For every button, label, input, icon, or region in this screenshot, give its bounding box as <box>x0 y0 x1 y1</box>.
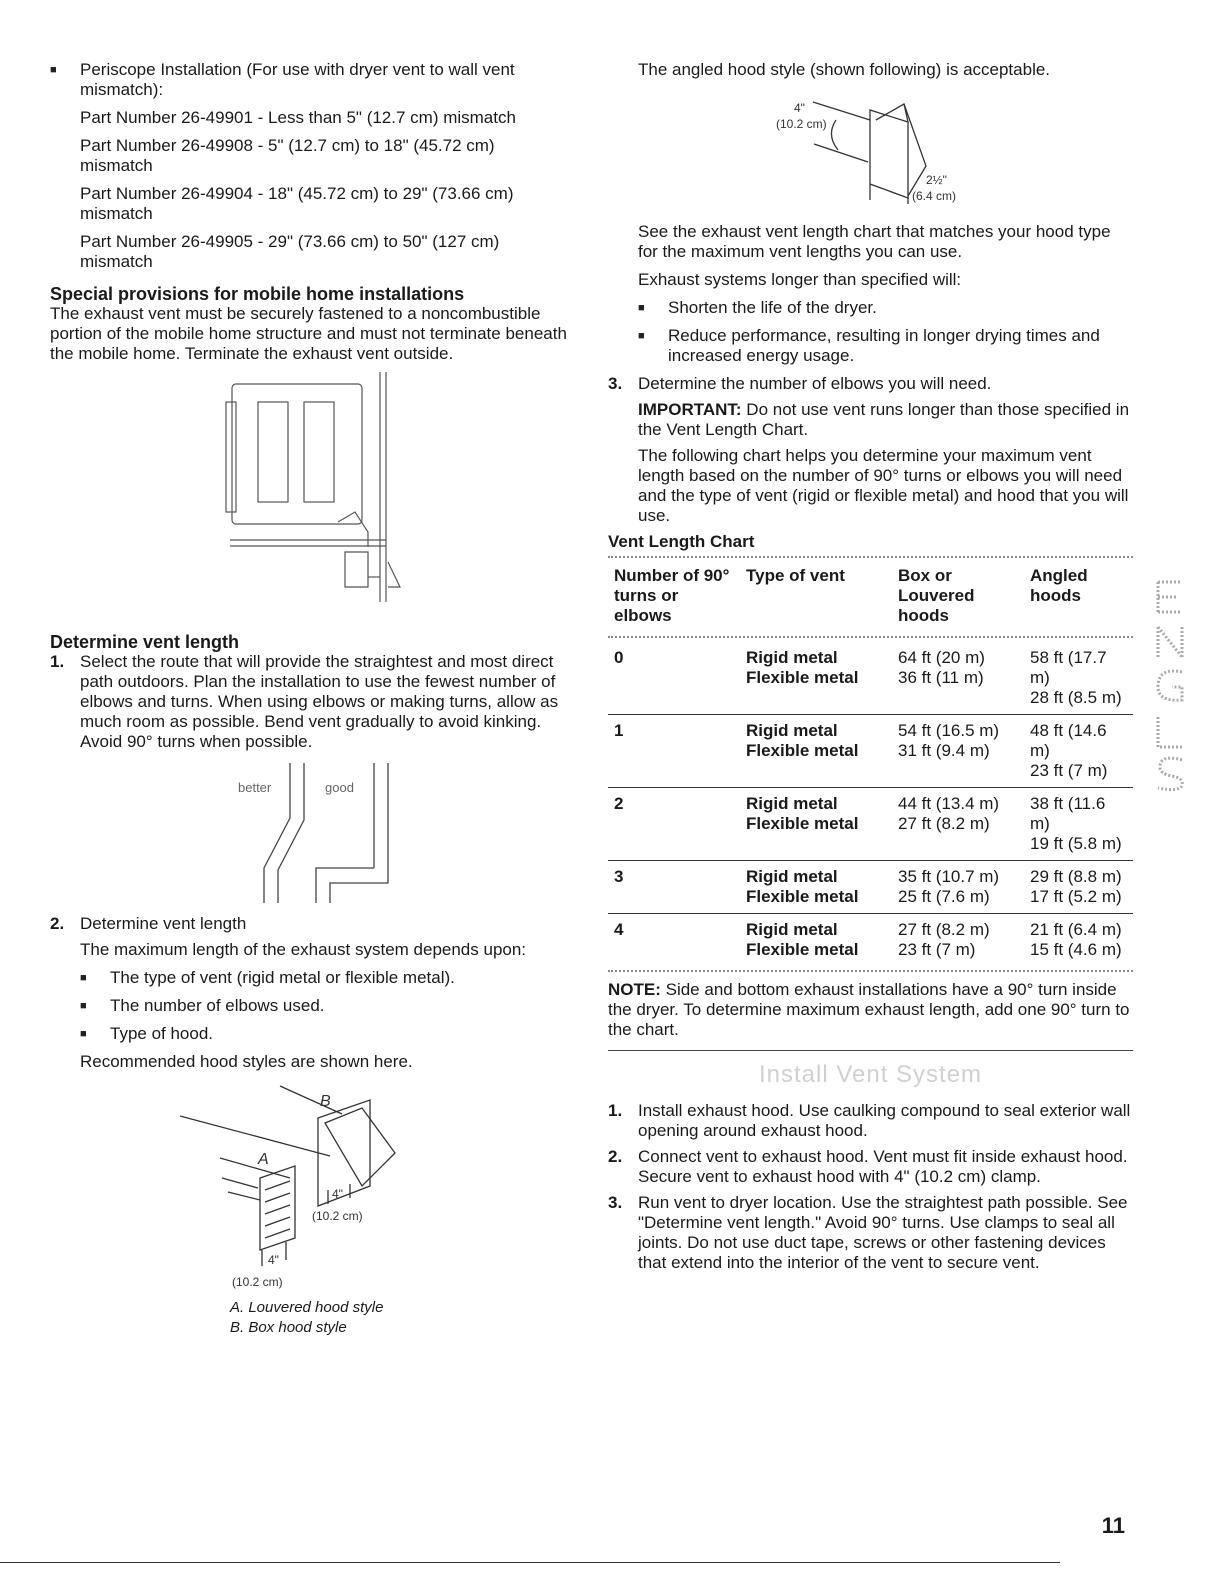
angled-flex-value: 17 ft (5.2 m) <box>1030 887 1122 906</box>
vent-type-cell <box>740 914 892 967</box>
step-number: 3. <box>608 374 623 393</box>
chart-bottom-divider <box>608 970 1133 972</box>
mobile-home-figure <box>50 372 570 622</box>
box-flex-value: 36 ft (11 m) <box>898 668 984 687</box>
longer-bullet-2: ■ Reduce performance, resulting in longer drying times and increased energy usage. <box>608 326 1133 366</box>
vent-step-2 <box>50 914 570 934</box>
turns-cell: 4 <box>614 920 624 939</box>
angled-hood-illustration <box>608 80 1133 220</box>
right-column <box>608 60 1133 1279</box>
install-step-2 <box>608 1147 1133 1187</box>
table-row <box>608 788 1133 861</box>
mobile-home-heading: Special provisions for mobile home installations <box>50 284 465 304</box>
box-rigid-value: 44 ft (13.4 m) <box>898 794 1000 813</box>
side-tab-graphic <box>1152 572 1188 792</box>
part-number-4: Part Number 26-49905 - 29" (73.66 cm) to 50" (127 cm) mismatch <box>80 232 500 271</box>
header-type: Type of vent <box>746 566 845 585</box>
box-rigid-value: 54 ft (16.5 m) <box>898 721 1000 740</box>
dim-box-inches: 4" <box>332 1187 343 1201</box>
page-number: 11 <box>1101 1513 1125 1538</box>
box-flex-value: 31 ft (9.4 m) <box>898 741 990 760</box>
dim-top-inches: 4" <box>794 101 805 115</box>
dim-bot-inches: 2½" <box>926 173 947 187</box>
angled-length-cell <box>1024 914 1133 967</box>
dim-louver-inches: 4" <box>268 1253 279 1267</box>
angled-flex-value: 15 ft (4.6 m) <box>1030 940 1122 959</box>
following-chart-text: The following chart helps you determine your maximum vent length based on the number of 90° turns or elbows you will need and the type of vent (rigid or flexible metal) and hood that you will use. <box>638 446 1129 525</box>
turns-cell: 0 <box>608 642 740 715</box>
label-b: B <box>320 1093 331 1110</box>
table-row <box>608 642 1133 715</box>
box-length-cell <box>892 861 1024 914</box>
step-text: Run vent to dryer location. Use the straightest path possible. See "Determine vent length." Avoid 90° turns. Use clamps to seal all joints. Do not use duct tape, screws or other fastening devices that extend into the interior of the vent to secure vent. <box>638 1193 1128 1272</box>
elbow-figure <box>50 758 570 908</box>
vent-type-cell <box>740 642 892 715</box>
vent-length-heading: Determine vent length <box>50 632 240 652</box>
flexible-label: Flexible metal <box>746 814 859 833</box>
caption-louvered: A. Louvered hood style <box>230 1299 384 1316</box>
flexible-label: Flexible metal <box>746 741 859 760</box>
turns-cell: 3 <box>608 861 740 914</box>
step-number: 3. <box>608 1193 623 1212</box>
chart-top-divider <box>608 556 1133 558</box>
rigid-label: Rigid metal <box>746 794 838 813</box>
angled-rigid-value: 21 ft (6.4 m) <box>1030 920 1122 939</box>
table-row <box>608 914 1133 967</box>
label-a: A <box>258 1151 269 1168</box>
depends-bullet-3: ■ Type of hood. <box>50 1024 570 1044</box>
angled-flex-value: 28 ft (8.5 m) <box>1030 688 1122 707</box>
step-text: Select the route that will provide the straightest and most direct path outdoors. Plan the installation to use the fewest number of elbows and turns. When using elbows or making turns, allow as much room as possible. Bend vent gradually to avoid kinking. Avoid 90° turns when possible. <box>80 652 559 751</box>
table-row <box>608 715 1133 788</box>
angled-length-cell <box>1024 788 1133 861</box>
mobile-home-illustration <box>50 372 570 622</box>
note-paragraph <box>608 980 1133 1040</box>
angled-flex-value: 23 ft (7 m) <box>1030 761 1108 780</box>
box-length-cell <box>892 914 1024 967</box>
step-number: 1. <box>608 1101 623 1120</box>
install-vent-heading: Install Vent System <box>758 1061 983 1088</box>
box-flex-value: 25 ft (7.6 m) <box>898 887 990 906</box>
part-number-2: Part Number 26-49908 - 5" (12.7 cm) to 18" (45.72 cm) mismatch <box>80 136 495 175</box>
note-label: NOTE: <box>608 980 661 999</box>
see-chart-text: See the exhaust vent length chart that matches your hood type for the maximum vent lengths you can use. <box>638 222 1111 261</box>
angled-rigid-value: 38 ft (11.6 m) <box>1030 794 1106 833</box>
dim-bot-cm: (6.4 cm) <box>912 189 957 203</box>
box-rigid-value: 27 ft (8.2 m) <box>898 920 990 939</box>
elbow-illustration <box>50 758 570 908</box>
left-column <box>50 60 570 1338</box>
install-step-1 <box>608 1101 1133 1141</box>
hood-styles-illustration <box>50 1078 570 1298</box>
caption-box: B. Box hood style <box>230 1319 347 1336</box>
vent-type-cell <box>740 861 892 914</box>
step-number: 2. <box>50 914 65 933</box>
part-number-1: Part Number 26-49901 - Less than 5" (12.7 cm) mismatch <box>80 108 516 127</box>
step-text: Connect vent to exhaust hood. Vent must fit inside exhaust hood. Secure vent to exhaust hood with 4" (10.2 cm) clamp. <box>638 1147 1128 1186</box>
rigid-label: Rigid metal <box>746 920 838 939</box>
dim-box-cm: (10.2 cm) <box>312 1209 363 1223</box>
important-text: Do not use vent runs longer than those specified in the Vent Length Chart. <box>638 400 1130 439</box>
important-note <box>608 400 1133 440</box>
dim-louver-cm: (10.2 cm) <box>232 1275 283 1289</box>
box-rigid-value: 35 ft (10.7 m) <box>898 867 1000 886</box>
install-step-3 <box>608 1193 1133 1273</box>
angled-hood-figure <box>608 80 1133 220</box>
longer-bullet-1: ■ Shorten the life of the dryer. <box>608 298 1133 318</box>
angled-rigid-value: 48 ft (14.6 m) <box>1030 721 1107 760</box>
box-length-cell <box>892 788 1024 861</box>
depends-bullet-2: ■ The number of elbows used. <box>50 996 570 1016</box>
turns-cell: 2 <box>608 788 740 861</box>
depends-bullet-1: ■ The type of vent (rigid metal or flexible metal). <box>50 968 570 988</box>
periscope-bullet: ■ Periscope Installation (For use with dryer vent to wall vent mismatch): <box>50 60 570 100</box>
rigid-label: Rigid metal <box>746 721 838 740</box>
step-text: Determine vent length <box>80 914 247 933</box>
section-divider <box>608 1050 1133 1051</box>
header-turns: Number of 90° turns or elbows <box>614 566 730 625</box>
vent-step-1 <box>50 652 570 752</box>
flexible-label: Flexible metal <box>746 668 859 687</box>
box-length-cell <box>892 642 1024 715</box>
footer-rule <box>0 1562 1060 1563</box>
note-text: Side and bottom exhaust installations have a 90° turn inside the dryer. To determine maximum exhaust length, add one 90° turn to the chart. <box>608 980 1130 1039</box>
angled-length-cell <box>1024 642 1133 715</box>
depends-upon-text: The maximum length of the exhaust system depends upon: <box>80 940 527 959</box>
box-length-cell <box>892 715 1024 788</box>
angled-rigid-value: 29 ft (8.8 m) <box>1030 867 1122 886</box>
chart-header-divider <box>608 636 1133 638</box>
step-number: 1. <box>50 652 65 671</box>
vent-length-table <box>608 562 1133 966</box>
angled-rigid-value: 58 ft (17.7 m) <box>1030 648 1107 687</box>
recommended-text: Recommended hood styles are shown here. <box>80 1052 413 1071</box>
exhaust-longer-text: Exhaust systems longer than specified will: <box>638 270 962 289</box>
part-number-3: Part Number 26-49904 - 18" (45.72 cm) to 29" (73.66 cm) mismatch <box>80 184 514 223</box>
step-number: 2. <box>608 1147 623 1166</box>
better-label: better <box>238 780 272 795</box>
vent-type-cell <box>740 715 892 788</box>
angled-length-cell <box>1024 715 1133 788</box>
rigid-label: Rigid metal <box>746 648 838 667</box>
step-text: Determine the number of elbows you will need. <box>638 374 992 393</box>
vent-type-cell <box>740 788 892 861</box>
turns-cell: 1 <box>608 715 740 788</box>
flexible-label: Flexible metal <box>746 940 859 959</box>
angled-hood-text: The angled hood style (shown following) is acceptable. <box>638 60 1051 79</box>
table-row <box>608 861 1133 914</box>
angled-flex-value: 19 ft (5.8 m) <box>1030 834 1122 853</box>
rigid-label: Rigid metal <box>746 867 838 886</box>
vent-chart-title: Vent Length Chart <box>608 532 755 551</box>
vent-step-3 <box>608 374 1133 394</box>
important-label: IMPORTANT: <box>638 400 742 419</box>
language-side-tab <box>1152 572 1188 792</box>
dim-top-cm: (10.2 cm) <box>776 117 827 131</box>
mobile-home-text: The exhaust vent must be securely fastened to a noncombustible portion of the mobile home structure and must not terminate beneath the mobile home. Terminate the exhaust vent outside. <box>50 304 567 363</box>
good-label: good <box>325 780 354 795</box>
box-rigid-value: 64 ft (20 m) <box>898 648 985 667</box>
step-text: Install exhaust hood. Use caulking compound to seal exterior wall opening around exhaust hood. <box>638 1101 1131 1140</box>
header-box-louvered: Box or Louvered hoods <box>898 566 975 625</box>
box-flex-value: 23 ft (7 m) <box>898 940 976 959</box>
header-angled: Angled hoods <box>1030 566 1088 605</box>
angled-length-cell <box>1024 861 1133 914</box>
hood-styles-figure <box>50 1078 570 1298</box>
box-flex-value: 27 ft (8.2 m) <box>898 814 990 833</box>
flexible-label: Flexible metal <box>746 887 859 906</box>
